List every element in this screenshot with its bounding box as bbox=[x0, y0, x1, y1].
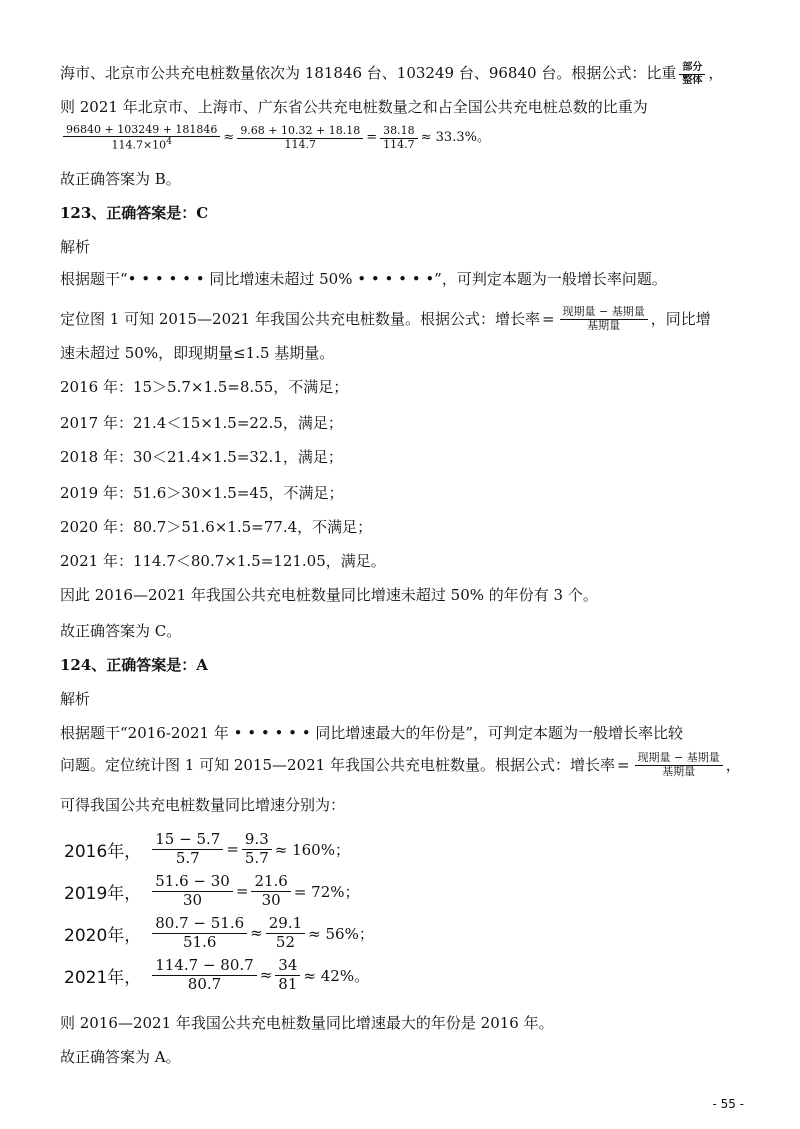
answer-line: 故正确答案为 C。 bbox=[60, 622, 182, 640]
growth-calc-row: 2020年， $\frac{80.7 - 51.6}{51.6}$ ≈ $\frac{29.1}{52}$ ≈ 56%； bbox=[64, 914, 374, 951]
question-heading: 124、正确答案是：A bbox=[60, 656, 208, 674]
paragraph-line: 定位图 1 可知 2015—2021 年我国公共充电桩数量。根据公式：增长率 = $\frac{\text{现期量 − 基期量}}{\text{基期量}}$ ，同比增 bbox=[60, 305, 711, 332]
answer-line: 故正确答案为 A。 bbox=[60, 1048, 181, 1066]
page-number: - 55 - bbox=[712, 1097, 744, 1111]
fraction: $\frac{80.7 - 51.6}{51.6}$ bbox=[152, 915, 247, 951]
year-check: 2021 年：114.7＜80.7×1.5=121.05，满足。 bbox=[60, 552, 386, 570]
question-heading: 123、正确答案是：C bbox=[60, 204, 209, 222]
fraction: $\frac{34}{81}$ bbox=[275, 957, 300, 993]
paragraph-line: 根据题干“• • • • • • 同比增速未超过 50% • • • • • •”，可判定本题为一般增长率问题。 bbox=[60, 270, 667, 288]
fraction: $\frac{29.1}{52}$ bbox=[266, 915, 305, 951]
growth-rate-formula: $\frac{\text{现期量 − 基期量}}{\text{基期量}}$ bbox=[635, 752, 723, 778]
year-check: 2020 年：80.7＞51.6×1.5=77.4，不满足； bbox=[60, 518, 373, 536]
fraction: $\frac{114.7 - 80.7}{80.7}$ bbox=[152, 957, 256, 993]
paragraph-line: 速未超过 50%，即现期量≤1.5 基期量。 bbox=[60, 344, 335, 362]
year-check: 2019 年：51.6＞30×1.5=45，不满足； bbox=[60, 484, 344, 502]
ratio-formula-fraction: $\frac{\text{部分}}{\text{整体}}$ bbox=[679, 62, 705, 86]
paragraph-line: 根据题干“2016-2021 年 • • • • • • 同比增速最大的年份是”，可判定本题为一般增长率比较 bbox=[60, 724, 683, 742]
paragraph-line: 问题。定位统计图 1 可知 2015—2021 年我国公共充电桩数量。根据公式：增长率 = $\frac{\text{现期量 − 基期量}}{\text{基期量}}$ ， bbox=[60, 751, 741, 778]
fraction: $\frac{21.6}{30}$ bbox=[251, 873, 290, 909]
paragraph-line: 则 2016—2021 年我国公共充电桩数量同比增速最大的年份是 2016 年。 bbox=[60, 1014, 554, 1032]
year-check: 2018 年：30＜21.4×1.5=32.1，满足； bbox=[60, 448, 343, 466]
fraction: $\frac{9.3}{5.7}$ bbox=[242, 831, 272, 867]
analysis-label: 解析 bbox=[60, 690, 91, 708]
growth-rate-formula: $\frac{\text{现期量 − 基期量}}{\text{基期量}}$ bbox=[560, 306, 648, 332]
paragraph-line: 因此 2016—2021 年我国公共充电桩数量同比增速未超过 50% 的年份有 3 个。 bbox=[60, 586, 598, 604]
fraction: $\frac{9.68 + 10.32 + 18.18}{114.7}$ bbox=[237, 125, 363, 151]
paragraph-line: 可得我国公共充电桩数量同比增速分别为： bbox=[60, 796, 346, 814]
fraction: $\frac{96840 + 103249 + 181846}{114.7\times 10^4}$ bbox=[63, 124, 220, 153]
year-check: 2017 年：21.4＜15×1.5=22.5，满足； bbox=[60, 414, 343, 432]
analysis-label: 解析 bbox=[60, 238, 91, 256]
growth-calc-row: 2016年， $\frac{15 - 5.7}{5.7}$ = $\frac{9.3}{5.7}$ ≈ 160%； bbox=[64, 830, 350, 867]
growth-calc-row: 2019年， $\frac{51.6 - 30}{30}$ = $\frac{21.6}{30}$ = 72%； bbox=[64, 872, 360, 909]
fraction: $\frac{38.18}{114.7}$ bbox=[380, 125, 418, 151]
fraction: $\frac{15 - 5.7}{5.7}$ bbox=[152, 831, 223, 867]
answer-line: 故正确答案为 B。 bbox=[60, 170, 181, 188]
paragraph-line: 则 2021 年北京市、上海市、广东省公共充电桩数量之和占全国公共充电桩总数的比重为 bbox=[60, 98, 648, 116]
fraction: $\frac{51.6 - 30}{30}$ bbox=[152, 873, 233, 909]
paragraph-line: 海市、北京市公共充电桩数量依次为 181846 台、103249 台、96840 台。根据公式：比重 $\frac{\text{部分}}{\text{整体}}$ ， bbox=[60, 62, 724, 86]
text-segment: 海市、北京市公共充电桩数量依次为 181846 台、103249 台、96840 台。根据公式：比重 bbox=[60, 64, 677, 82]
year-check: 2016 年：15＞5.7×1.5=8.55，不满足； bbox=[60, 378, 349, 396]
growth-calc-row: 2021年， $\frac{114.7 - 80.7}{80.7}$ ≈ $\frac{34}{81}$ ≈ 42%。 bbox=[64, 956, 370, 993]
proportion-calculation: $\frac{96840 + 103249 + 181846}{114.7\times 10^4}$ ≈ $\frac{9.68 + 10.32 + 18.18}{114.7}$ = $\frac{38.18}{114.7}$ ≈ 33.3%。 bbox=[60, 118, 490, 158]
